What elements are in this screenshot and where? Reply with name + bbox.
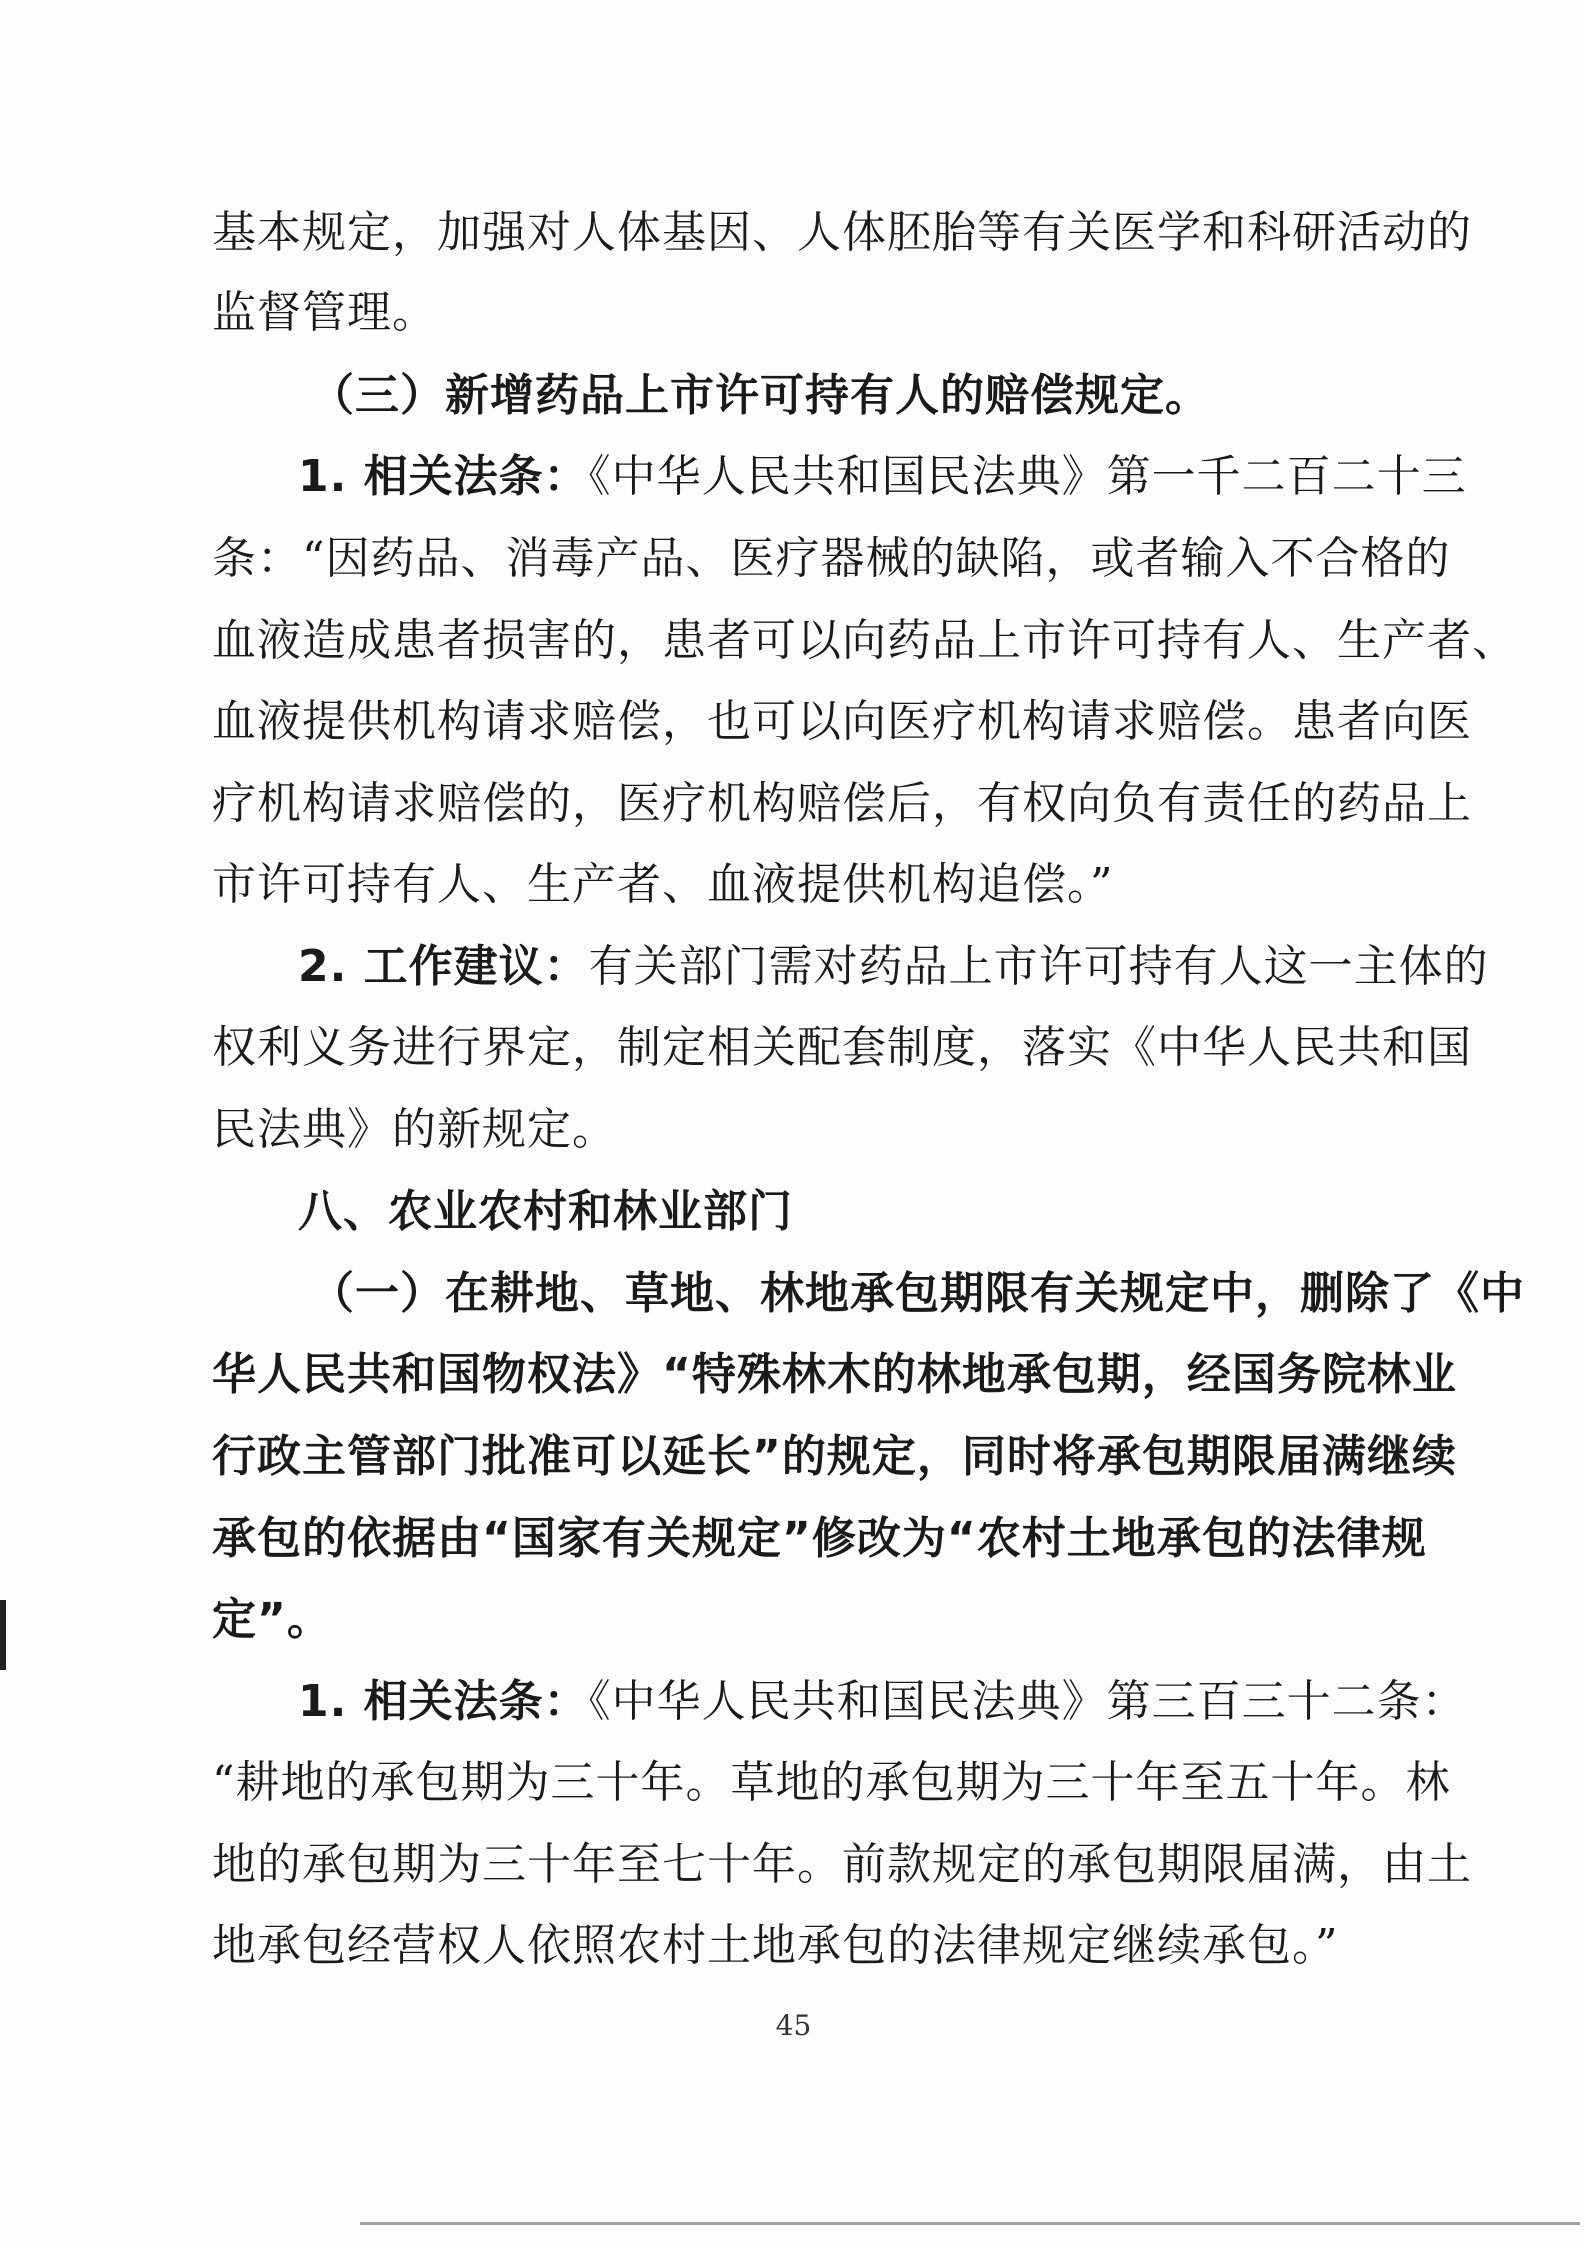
- clause-label-2: 1. 相关法条：: [298, 1676, 589, 1727]
- subsection-heading-1-line-3: 行政主管部门批准可以延长”的规定，同时将承包期限届满继续: [212, 1431, 1457, 1482]
- subsection-heading-1-line-4: 承包的依据由“国家有关规定”修改为“农村土地承包的法律规: [212, 1513, 1427, 1564]
- para3-line-1: 2. 工作建议：有关部门需对药品上市许可持有人这一主体的: [298, 941, 1489, 992]
- scan-bottom-rule: [360, 2222, 1580, 2225]
- page-number: 45: [775, 2009, 812, 2042]
- section-heading-3: （三）新增药品上市许可持有人的赔偿规定。: [310, 370, 1210, 421]
- suggestion-label: 2. 工作建议：: [298, 941, 589, 992]
- subsection-heading-1-line-5: 定”。: [212, 1594, 332, 1645]
- para4-line-2: “耕地的承包期为三十年。草地的承包期为三十年至五十年。林: [212, 1757, 1451, 1808]
- para4-line-4: 地承包经营权人依照农村土地承包的法律规定继续承包。”: [212, 1920, 1339, 1971]
- para1-line-2: 监督管理。: [212, 287, 437, 338]
- subsection-heading-1-line-1: （一）在耕地、草地、林地承包期限有关规定中，删除了《中: [310, 1268, 1525, 1319]
- scan-edge-mark: [0, 1600, 6, 1670]
- para3-line-3: 民法典》的新规定。: [212, 1104, 617, 1155]
- clause-label: 1. 相关法条：: [298, 451, 589, 502]
- para2-line-1: 1. 相关法条：《中华人民共和国民法典》第一千二百二十三: [298, 451, 1467, 502]
- section-heading-8: 八、农业农村和林业部门: [298, 1186, 793, 1237]
- para4-line-3: 地的承包期为三十年至七十年。前款规定的承包期限届满，由土: [212, 1839, 1472, 1890]
- para3-line-2: 权利义务进行界定，制定相关配套制度，落实《中华人民共和国: [212, 1022, 1472, 1073]
- para2-line-4: 血液提供机构请求赔偿，也可以向医疗机构请求赔偿。患者向医: [212, 696, 1472, 747]
- subsection-heading-1-line-2: 华人民共和国物权法》“特殊林木的林地承包期，经国务院林业: [212, 1349, 1457, 1400]
- para2-line-2: 条：“因药品、消毒产品、医疗器械的缺陷，或者输入不合格的: [212, 533, 1451, 584]
- para2-line-3: 血液造成患者损害的，患者可以向药品上市许可持有人、生产者、: [212, 615, 1517, 666]
- para2-line-5: 疗机构请求赔偿的，医疗机构赔偿后，有权向负有责任的药品上: [212, 778, 1472, 829]
- para4-line-1: 1. 相关法条：《中华人民共和国民法典》第三百三十二条：: [298, 1676, 1467, 1727]
- para2-line-6: 市许可持有人、生产者、血液提供机构追偿。”: [212, 859, 1114, 910]
- para1-line-1: 基本规定，加强对人体基因、人体胚胎等有关医学和科研活动的: [212, 207, 1472, 258]
